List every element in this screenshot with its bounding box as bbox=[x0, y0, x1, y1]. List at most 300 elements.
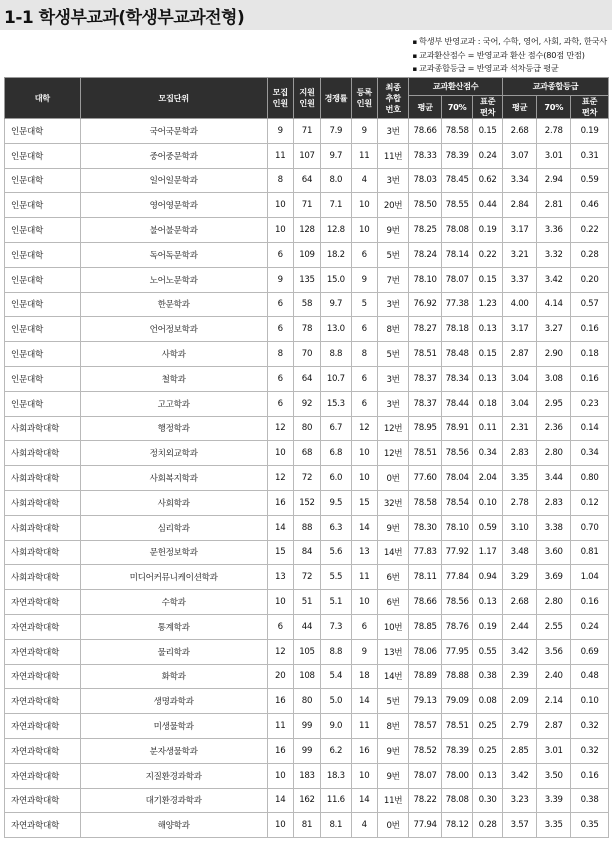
cell-unit: 철학과 bbox=[80, 366, 267, 391]
cell-quota: 11 bbox=[267, 143, 293, 168]
table-row bbox=[5, 441, 609, 466]
cell-score-sd: 0.94 bbox=[473, 565, 502, 590]
cell-ratio: 10.7 bbox=[321, 366, 351, 391]
cell-ratio: 15.3 bbox=[321, 391, 351, 416]
cell-applicants: 162 bbox=[293, 788, 320, 813]
cell-enrolled: 13 bbox=[351, 540, 377, 565]
cell-grade-sd: 0.38 bbox=[571, 788, 609, 813]
cell-univ: 사회과학대학 bbox=[5, 565, 81, 590]
cell-quota: 8 bbox=[267, 168, 293, 193]
cell-score-sd: 0.55 bbox=[473, 639, 502, 664]
cell-ratio: 6.7 bbox=[321, 416, 351, 441]
cell-score-70: 78.08 bbox=[441, 218, 473, 243]
cell-applicants: 78 bbox=[293, 317, 320, 342]
notes bbox=[412, 35, 607, 76]
cell-grade-70: 2.36 bbox=[537, 416, 571, 441]
cell-score-sd: 0.15 bbox=[473, 342, 502, 367]
cell-score-70: 78.76 bbox=[441, 614, 473, 639]
cell-score-sd: 1.23 bbox=[473, 292, 502, 317]
cell-score-avg: 78.66 bbox=[409, 119, 442, 144]
cell-score-avg: 78.66 bbox=[409, 590, 442, 615]
cell-grade-avg: 3.29 bbox=[502, 565, 537, 590]
cell-ratio: 9.7 bbox=[321, 143, 351, 168]
cell-grade-avg: 2.85 bbox=[502, 738, 537, 763]
cell-score-avg: 78.89 bbox=[409, 664, 442, 689]
cell-final-rank: 3번 bbox=[377, 366, 409, 391]
cell-grade-avg: 3.17 bbox=[502, 218, 537, 243]
cell-quota: 12 bbox=[267, 466, 293, 491]
cell-grade-sd: 0.69 bbox=[571, 639, 609, 664]
cell-ratio: 7.1 bbox=[321, 193, 351, 218]
cell-applicants: 81 bbox=[293, 813, 320, 838]
header-grade-group: 교과종합등급 bbox=[502, 78, 608, 96]
cell-applicants: 108 bbox=[293, 664, 320, 689]
cell-enrolled: 6 bbox=[351, 242, 377, 267]
cell-score-avg: 78.57 bbox=[409, 714, 442, 739]
table-row bbox=[5, 218, 609, 243]
cell-enrolled: 10 bbox=[351, 590, 377, 615]
cell-grade-sd: 0.24 bbox=[571, 614, 609, 639]
cell-grade-70: 3.42 bbox=[537, 267, 571, 292]
header-score-group: 교과환산점수 bbox=[409, 78, 502, 96]
cell-quota: 8 bbox=[267, 342, 293, 367]
cell-grade-70: 3.08 bbox=[537, 366, 571, 391]
header-ratio: 경쟁률 bbox=[321, 78, 351, 119]
cell-final-rank: 3번 bbox=[377, 292, 409, 317]
cell-grade-sd: 0.16 bbox=[571, 366, 609, 391]
cell-final-rank: 8번 bbox=[377, 317, 409, 342]
cell-ratio: 9.5 bbox=[321, 490, 351, 515]
cell-score-sd: 0.13 bbox=[473, 317, 502, 342]
cell-score-avg: 78.51 bbox=[409, 441, 442, 466]
cell-score-70: 78.39 bbox=[441, 143, 473, 168]
cell-score-70: 78.39 bbox=[441, 738, 473, 763]
cell-quota: 9 bbox=[267, 119, 293, 144]
cell-univ: 인문대학 bbox=[5, 366, 81, 391]
table-row bbox=[5, 416, 609, 441]
cell-grade-avg: 3.04 bbox=[502, 391, 537, 416]
cell-univ: 사회과학대학 bbox=[5, 490, 81, 515]
cell-applicants: 92 bbox=[293, 391, 320, 416]
table-row bbox=[5, 788, 609, 813]
cell-grade-avg: 2.83 bbox=[502, 441, 537, 466]
cell-univ: 사회과학대학 bbox=[5, 515, 81, 540]
cell-univ: 사회과학대학 bbox=[5, 441, 81, 466]
cell-grade-70: 2.80 bbox=[537, 441, 571, 466]
cell-ratio: 5.0 bbox=[321, 689, 351, 714]
table-row bbox=[5, 391, 609, 416]
cell-score-avg: 78.30 bbox=[409, 515, 442, 540]
cell-unit: 미디어커뮤니케이션학과 bbox=[80, 565, 267, 590]
cell-quota: 11 bbox=[267, 714, 293, 739]
cell-score-sd: 0.15 bbox=[473, 267, 502, 292]
header-quota: 모집 인원 bbox=[267, 78, 293, 119]
cell-grade-70: 2.83 bbox=[537, 490, 571, 515]
cell-grade-sd: 0.12 bbox=[571, 490, 609, 515]
cell-unit: 통계학과 bbox=[80, 614, 267, 639]
table-row bbox=[5, 763, 609, 788]
cell-final-rank: 10번 bbox=[377, 614, 409, 639]
cell-score-avg: 78.10 bbox=[409, 267, 442, 292]
cell-score-sd: 0.44 bbox=[473, 193, 502, 218]
cell-grade-avg: 3.07 bbox=[502, 143, 537, 168]
cell-grade-sd: 0.48 bbox=[571, 664, 609, 689]
cell-score-sd: 0.25 bbox=[473, 714, 502, 739]
cell-grade-avg: 3.17 bbox=[502, 317, 537, 342]
cell-grade-avg: 3.34 bbox=[502, 168, 537, 193]
cell-score-avg: 78.51 bbox=[409, 342, 442, 367]
cell-score-sd: 0.30 bbox=[473, 788, 502, 813]
table-row bbox=[5, 466, 609, 491]
cell-applicants: 107 bbox=[293, 143, 320, 168]
cell-grade-70: 2.80 bbox=[537, 590, 571, 615]
cell-ratio: 18.2 bbox=[321, 242, 351, 267]
cell-grade-sd: 0.70 bbox=[571, 515, 609, 540]
cell-unit: 정치외교학과 bbox=[80, 441, 267, 466]
cell-applicants: 64 bbox=[293, 168, 320, 193]
cell-final-rank: 14번 bbox=[377, 664, 409, 689]
cell-ratio: 9.7 bbox=[321, 292, 351, 317]
table-row bbox=[5, 813, 609, 838]
cell-grade-sd: 0.20 bbox=[571, 267, 609, 292]
table-row bbox=[5, 168, 609, 193]
cell-ratio: 9.0 bbox=[321, 714, 351, 739]
cell-univ: 인문대학 bbox=[5, 143, 81, 168]
cell-score-70: 78.18 bbox=[441, 317, 473, 342]
table-body bbox=[5, 119, 609, 838]
cell-grade-avg: 2.09 bbox=[502, 689, 537, 714]
cell-enrolled: 16 bbox=[351, 738, 377, 763]
cell-ratio: 15.0 bbox=[321, 267, 351, 292]
cell-score-sd: 0.18 bbox=[473, 391, 502, 416]
cell-unit: 수학과 bbox=[80, 590, 267, 615]
cell-score-70: 78.12 bbox=[441, 813, 473, 838]
cell-final-rank: 7번 bbox=[377, 267, 409, 292]
cell-score-sd: 0.19 bbox=[473, 614, 502, 639]
cell-score-70: 79.09 bbox=[441, 689, 473, 714]
cell-applicants: 64 bbox=[293, 366, 320, 391]
cell-score-sd: 1.17 bbox=[473, 540, 502, 565]
cell-univ: 자연과학대학 bbox=[5, 788, 81, 813]
cell-grade-avg: 2.68 bbox=[502, 590, 537, 615]
cell-final-rank: 9번 bbox=[377, 515, 409, 540]
cell-score-avg: 78.85 bbox=[409, 614, 442, 639]
cell-unit: 국어국문학과 bbox=[80, 119, 267, 144]
cell-unit: 생명과학과 bbox=[80, 689, 267, 714]
cell-grade-70: 3.01 bbox=[537, 143, 571, 168]
cell-quota: 10 bbox=[267, 193, 293, 218]
cell-univ: 인문대학 bbox=[5, 218, 81, 243]
cell-quota: 10 bbox=[267, 813, 293, 838]
cell-quota: 20 bbox=[267, 664, 293, 689]
cell-grade-avg: 2.87 bbox=[502, 342, 537, 367]
title-bar bbox=[0, 0, 612, 30]
cell-grade-70: 2.14 bbox=[537, 689, 571, 714]
cell-final-rank: 9번 bbox=[377, 218, 409, 243]
cell-score-sd: 0.08 bbox=[473, 689, 502, 714]
cell-quota: 6 bbox=[267, 292, 293, 317]
cell-grade-sd: 0.80 bbox=[571, 466, 609, 491]
note-grade-definition: ▪ 교과종합등급 = 반영교과 석차등급 평균 bbox=[412, 62, 607, 76]
cell-grade-sd: 0.14 bbox=[571, 416, 609, 441]
cell-ratio: 8.8 bbox=[321, 639, 351, 664]
cell-applicants: 71 bbox=[293, 119, 320, 144]
cell-enrolled: 6 bbox=[351, 391, 377, 416]
page-title: 1-1 학생부교과(학생부교과전형) bbox=[4, 7, 245, 28]
cell-unit: 언어정보학과 bbox=[80, 317, 267, 342]
cell-grade-sd: 0.10 bbox=[571, 689, 609, 714]
header-grade-avg: 평균 bbox=[502, 96, 537, 119]
cell-enrolled: 12 bbox=[351, 416, 377, 441]
cell-score-70: 78.48 bbox=[441, 342, 473, 367]
cell-score-70: 78.91 bbox=[441, 416, 473, 441]
table-row bbox=[5, 540, 609, 565]
cell-ratio: 5.5 bbox=[321, 565, 351, 590]
cell-enrolled: 18 bbox=[351, 664, 377, 689]
cell-enrolled: 10 bbox=[351, 763, 377, 788]
cell-applicants: 70 bbox=[293, 342, 320, 367]
cell-final-rank: 5번 bbox=[377, 342, 409, 367]
cell-applicants: 152 bbox=[293, 490, 320, 515]
cell-univ: 인문대학 bbox=[5, 168, 81, 193]
header-score-70: 70% bbox=[441, 96, 473, 119]
note-subjects: ▪ 학생부 반영교과 : 국어, 수학, 영어, 사회, 과학, 한국사 bbox=[412, 35, 607, 49]
cell-grade-avg: 2.78 bbox=[502, 490, 537, 515]
cell-unit: 대기환경과학과 bbox=[80, 788, 267, 813]
cell-final-rank: 3번 bbox=[377, 119, 409, 144]
cell-unit: 중어중문학과 bbox=[80, 143, 267, 168]
cell-univ: 자연과학대학 bbox=[5, 689, 81, 714]
cell-univ: 사회과학대학 bbox=[5, 466, 81, 491]
cell-score-70: 78.58 bbox=[441, 119, 473, 144]
table-row bbox=[5, 119, 609, 144]
cell-applicants: 99 bbox=[293, 714, 320, 739]
cell-applicants: 68 bbox=[293, 441, 320, 466]
cell-grade-70: 2.81 bbox=[537, 193, 571, 218]
cell-ratio: 7.3 bbox=[321, 614, 351, 639]
header-univ: 대학 bbox=[5, 78, 81, 119]
cell-unit: 영어영문학과 bbox=[80, 193, 267, 218]
cell-univ: 자연과학대학 bbox=[5, 590, 81, 615]
cell-grade-avg: 2.44 bbox=[502, 614, 537, 639]
cell-score-avg: 78.37 bbox=[409, 391, 442, 416]
table-row bbox=[5, 565, 609, 590]
cell-applicants: 88 bbox=[293, 515, 320, 540]
cell-enrolled: 9 bbox=[351, 639, 377, 664]
cell-grade-70: 2.40 bbox=[537, 664, 571, 689]
cell-grade-70: 3.27 bbox=[537, 317, 571, 342]
cell-grade-avg: 3.48 bbox=[502, 540, 537, 565]
cell-applicants: 80 bbox=[293, 416, 320, 441]
cell-enrolled: 6 bbox=[351, 614, 377, 639]
cell-grade-sd: 0.46 bbox=[571, 193, 609, 218]
cell-quota: 6 bbox=[267, 366, 293, 391]
cell-score-70: 78.00 bbox=[441, 763, 473, 788]
cell-ratio: 6.3 bbox=[321, 515, 351, 540]
cell-applicants: 71 bbox=[293, 193, 320, 218]
cell-quota: 6 bbox=[267, 242, 293, 267]
cell-final-rank: 32번 bbox=[377, 490, 409, 515]
cell-final-rank: 3번 bbox=[377, 391, 409, 416]
cell-score-70: 78.56 bbox=[441, 590, 473, 615]
cell-score-70: 77.38 bbox=[441, 292, 473, 317]
cell-grade-70: 3.35 bbox=[537, 813, 571, 838]
cell-univ: 인문대학 bbox=[5, 342, 81, 367]
cell-unit: 물리학과 bbox=[80, 639, 267, 664]
table-row bbox=[5, 242, 609, 267]
cell-ratio: 5.6 bbox=[321, 540, 351, 565]
cell-enrolled: 6 bbox=[351, 366, 377, 391]
admissions-table bbox=[4, 77, 609, 838]
note-score-definition: ▪ 교과환산점수 = 반영교과 환산 점수(80점 만점) bbox=[412, 49, 607, 63]
cell-unit: 사회학과 bbox=[80, 490, 267, 515]
table-row bbox=[5, 317, 609, 342]
cell-quota: 15 bbox=[267, 540, 293, 565]
cell-grade-70: 3.36 bbox=[537, 218, 571, 243]
table-row bbox=[5, 639, 609, 664]
cell-applicants: 58 bbox=[293, 292, 320, 317]
cell-grade-sd: 0.16 bbox=[571, 590, 609, 615]
cell-final-rank: 12번 bbox=[377, 441, 409, 466]
cell-quota: 16 bbox=[267, 689, 293, 714]
cell-grade-sd: 0.59 bbox=[571, 168, 609, 193]
cell-final-rank: 5번 bbox=[377, 689, 409, 714]
cell-quota: 6 bbox=[267, 317, 293, 342]
cell-grade-avg: 3.42 bbox=[502, 639, 537, 664]
cell-unit: 행정학과 bbox=[80, 416, 267, 441]
table-row bbox=[5, 714, 609, 739]
cell-quota: 14 bbox=[267, 788, 293, 813]
cell-quota: 12 bbox=[267, 639, 293, 664]
cell-grade-avg: 2.39 bbox=[502, 664, 537, 689]
cell-score-sd: 0.19 bbox=[473, 218, 502, 243]
cell-quota: 13 bbox=[267, 565, 293, 590]
cell-quota: 9 bbox=[267, 267, 293, 292]
cell-grade-sd: 0.16 bbox=[571, 317, 609, 342]
cell-enrolled: 15 bbox=[351, 490, 377, 515]
cell-enrolled: 9 bbox=[351, 267, 377, 292]
cell-univ: 인문대학 bbox=[5, 119, 81, 144]
header-enrolled: 등록 인원 bbox=[351, 78, 377, 119]
cell-ratio: 7.9 bbox=[321, 119, 351, 144]
cell-score-avg: 78.25 bbox=[409, 218, 442, 243]
cell-enrolled: 9 bbox=[351, 119, 377, 144]
cell-final-rank: 14번 bbox=[377, 540, 409, 565]
cell-applicants: 105 bbox=[293, 639, 320, 664]
table-row bbox=[5, 342, 609, 367]
cell-grade-avg: 2.68 bbox=[502, 119, 537, 144]
cell-grade-sd: 1.04 bbox=[571, 565, 609, 590]
cell-grade-70: 2.78 bbox=[537, 119, 571, 144]
cell-unit: 해양학과 bbox=[80, 813, 267, 838]
table-row bbox=[5, 490, 609, 515]
cell-score-avg: 78.11 bbox=[409, 565, 442, 590]
cell-univ: 인문대학 bbox=[5, 267, 81, 292]
cell-enrolled: 11 bbox=[351, 714, 377, 739]
cell-score-avg: 78.24 bbox=[409, 242, 442, 267]
cell-ratio: 6.0 bbox=[321, 466, 351, 491]
cell-score-avg: 78.03 bbox=[409, 168, 442, 193]
table-row bbox=[5, 590, 609, 615]
cell-unit: 일어일문학과 bbox=[80, 168, 267, 193]
cell-score-sd: 0.24 bbox=[473, 143, 502, 168]
cell-unit: 문헌정보학과 bbox=[80, 540, 267, 565]
cell-unit: 분자생물학과 bbox=[80, 738, 267, 763]
table-row bbox=[5, 366, 609, 391]
cell-ratio: 8.0 bbox=[321, 168, 351, 193]
cell-grade-sd: 0.23 bbox=[571, 391, 609, 416]
cell-applicants: 128 bbox=[293, 218, 320, 243]
cell-applicants: 44 bbox=[293, 614, 320, 639]
cell-univ: 자연과학대학 bbox=[5, 813, 81, 838]
cell-grade-avg: 4.00 bbox=[502, 292, 537, 317]
cell-quota: 14 bbox=[267, 515, 293, 540]
cell-grade-avg: 3.23 bbox=[502, 788, 537, 813]
cell-enrolled: 6 bbox=[351, 317, 377, 342]
cell-final-rank: 13번 bbox=[377, 639, 409, 664]
cell-applicants: 135 bbox=[293, 267, 320, 292]
cell-score-70: 78.88 bbox=[441, 664, 473, 689]
cell-score-70: 78.55 bbox=[441, 193, 473, 218]
cell-grade-70: 3.44 bbox=[537, 466, 571, 491]
cell-score-sd: 2.04 bbox=[473, 466, 502, 491]
cell-grade-sd: 0.31 bbox=[571, 143, 609, 168]
cell-univ: 인문대학 bbox=[5, 193, 81, 218]
cell-grade-70: 3.39 bbox=[537, 788, 571, 813]
cell-quota: 16 bbox=[267, 490, 293, 515]
cell-score-70: 78.08 bbox=[441, 788, 473, 813]
cell-score-sd: 0.25 bbox=[473, 738, 502, 763]
cell-enrolled: 4 bbox=[351, 168, 377, 193]
cell-ratio: 5.1 bbox=[321, 590, 351, 615]
cell-univ: 인문대학 bbox=[5, 242, 81, 267]
cell-applicants: 72 bbox=[293, 565, 320, 590]
cell-unit: 심리학과 bbox=[80, 515, 267, 540]
cell-ratio: 6.8 bbox=[321, 441, 351, 466]
cell-univ: 인문대학 bbox=[5, 391, 81, 416]
cell-quota: 6 bbox=[267, 614, 293, 639]
cell-ratio: 8.8 bbox=[321, 342, 351, 367]
cell-ratio: 11.6 bbox=[321, 788, 351, 813]
cell-applicants: 51 bbox=[293, 590, 320, 615]
cell-univ: 사회과학대학 bbox=[5, 416, 81, 441]
header-unit: 모집단위 bbox=[80, 78, 267, 119]
cell-final-rank: 6번 bbox=[377, 565, 409, 590]
cell-score-avg: 78.07 bbox=[409, 763, 442, 788]
table-row bbox=[5, 143, 609, 168]
cell-enrolled: 14 bbox=[351, 788, 377, 813]
cell-grade-avg: 2.79 bbox=[502, 714, 537, 739]
cell-final-rank: 9번 bbox=[377, 763, 409, 788]
cell-unit: 고고학과 bbox=[80, 391, 267, 416]
table-row bbox=[5, 664, 609, 689]
table-row bbox=[5, 193, 609, 218]
cell-univ: 자연과학대학 bbox=[5, 614, 81, 639]
cell-score-70: 78.34 bbox=[441, 366, 473, 391]
cell-final-rank: 6번 bbox=[377, 590, 409, 615]
cell-score-70: 78.44 bbox=[441, 391, 473, 416]
cell-grade-sd: 0.81 bbox=[571, 540, 609, 565]
cell-grade-sd: 0.16 bbox=[571, 763, 609, 788]
cell-unit: 미생물학과 bbox=[80, 714, 267, 739]
cell-grade-70: 2.87 bbox=[537, 714, 571, 739]
cell-score-avg: 78.58 bbox=[409, 490, 442, 515]
cell-quota: 10 bbox=[267, 590, 293, 615]
cell-score-avg: 78.37 bbox=[409, 366, 442, 391]
cell-quota: 10 bbox=[267, 441, 293, 466]
cell-enrolled: 10 bbox=[351, 218, 377, 243]
cell-score-avg: 78.33 bbox=[409, 143, 442, 168]
